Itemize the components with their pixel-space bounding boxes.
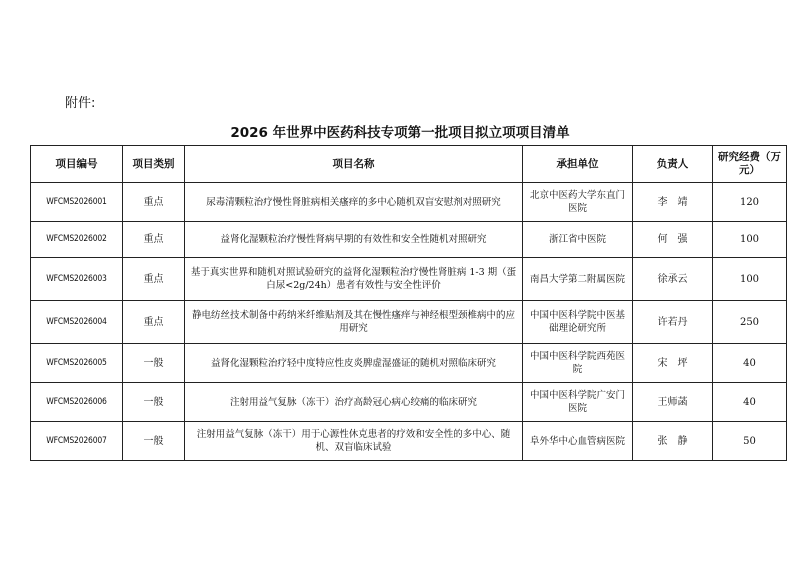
host-unit-cell: 中国中医科学院广安门医院 xyxy=(523,383,633,422)
table-row xyxy=(31,301,787,344)
project-category-cell: 一般 xyxy=(123,422,185,461)
research-funds-cell: 250 xyxy=(713,301,787,344)
table-row xyxy=(31,422,787,461)
project-code-cell: WFCMS2026005 xyxy=(31,344,123,383)
project-category-cell: 重点 xyxy=(123,301,185,344)
project-leader-cell: 宋 坪 xyxy=(633,344,713,383)
table-row xyxy=(31,258,787,301)
project-name-cell: 基于真实世界和随机对照试验研究的益肾化湿颗粒治疗慢性肾脏病 1-3 期（蛋白尿<2g/24h）患者有效性与安全性评价 xyxy=(185,258,523,301)
project-code-cell: WFCMS2026007 xyxy=(31,422,123,461)
project-name-cell: 注射用益气复脉（冻干）用于心源性休克患者的疗效和安全性的多中心、随机、双盲临床试验 xyxy=(185,422,523,461)
host-unit-cell: 阜外华中心血管病医院 xyxy=(523,422,633,461)
project-leader-cell: 王师菡 xyxy=(633,383,713,422)
project-code-cell: WFCMS2026002 xyxy=(31,222,123,258)
table-row xyxy=(31,383,787,422)
host-unit-cell: 南昌大学第二附属医院 xyxy=(523,258,633,301)
research-funds-cell: 100 xyxy=(713,258,787,301)
document-title: 2026 年世界中医药科技专项第一批项目拟立项项目清单 xyxy=(230,125,570,141)
research-funds-cell: 40 xyxy=(713,344,787,383)
table-header-row xyxy=(31,146,787,183)
project-name-cell: 益肾化湿颗粒治疗慢性肾病早期的有效性和安全性随机对照研究 xyxy=(185,222,523,258)
research-funds-cell: 100 xyxy=(713,222,787,258)
host-unit-cell: 中国中医科学院西苑医院 xyxy=(523,344,633,383)
header-project-category: 项目类别 xyxy=(123,146,185,183)
project-leader-cell: 张 静 xyxy=(633,422,713,461)
table-row xyxy=(31,222,787,258)
project-code-cell: WFCMS2026003 xyxy=(31,258,123,301)
project-leader-cell: 徐承云 xyxy=(633,258,713,301)
project-category-cell: 一般 xyxy=(123,383,185,422)
host-unit-cell: 浙江省中医院 xyxy=(523,222,633,258)
project-category-cell: 一般 xyxy=(123,344,185,383)
project-name-cell: 注射用益气复脉（冻干）治疗高龄冠心病心绞痛的临床研究 xyxy=(185,383,523,422)
project-category-cell: 重点 xyxy=(123,183,185,222)
host-unit-cell: 北京中医药大学东直门医院 xyxy=(523,183,633,222)
project-leader-cell: 许若丹 xyxy=(633,301,713,344)
header-project-code: 项目编号 xyxy=(31,146,123,183)
header-research-funds: 研究经费（万元） xyxy=(713,146,787,183)
table-row xyxy=(31,183,787,222)
header-project-leader: 负责人 xyxy=(633,146,713,183)
project-category-cell: 重点 xyxy=(123,222,185,258)
project-list-table xyxy=(30,145,787,461)
table-row xyxy=(31,344,787,383)
research-funds-cell: 120 xyxy=(713,183,787,222)
project-leader-cell: 何 强 xyxy=(633,222,713,258)
project-name-cell: 尿毒清颗粒治疗慢性肾脏病相关瘙痒的多中心随机双盲安慰剂对照研究 xyxy=(185,183,523,222)
project-name-cell: 静电纺丝技术制备中药纳米纤维贴剂及其在慢性瘙痒与神经根型颈椎病中的应用研究 xyxy=(185,301,523,344)
header-project-name: 项目名称 xyxy=(185,146,523,183)
project-code-cell: WFCMS2026004 xyxy=(31,301,123,344)
host-unit-cell: 中国中医科学院中医基础理论研究所 xyxy=(523,301,633,344)
attachment-label: 附件: xyxy=(65,96,96,111)
project-code-cell: WFCMS2026006 xyxy=(31,383,123,422)
project-name-cell: 益肾化湿颗粒治疗轻中度特应性皮炎脾虚湿盛证的随机对照临床研究 xyxy=(185,344,523,383)
project-category-cell: 重点 xyxy=(123,258,185,301)
research-funds-cell: 40 xyxy=(713,383,787,422)
project-code-cell: WFCMS2026001 xyxy=(31,183,123,222)
header-host-unit: 承担单位 xyxy=(523,146,633,183)
project-leader-cell: 李 靖 xyxy=(633,183,713,222)
research-funds-cell: 50 xyxy=(713,422,787,461)
